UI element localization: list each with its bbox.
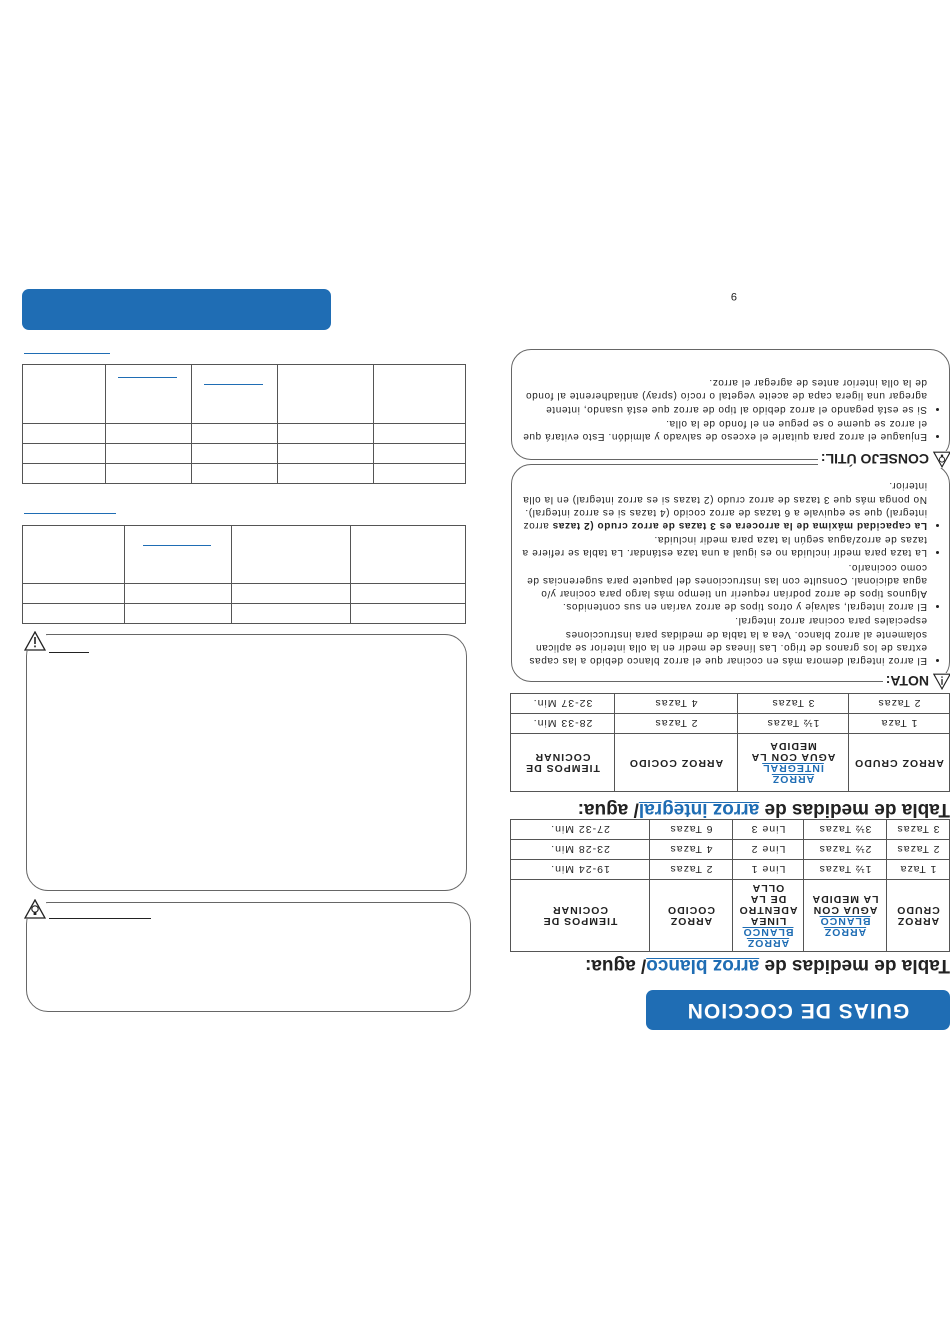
header-arroz-crudo: ARROZ CRUDO	[887, 880, 950, 952]
header-linea-adentro: ARROZ BLANCO LINEA ADENTRO DE LA OLLA	[733, 880, 804, 952]
table-header-row	[511, 734, 950, 792]
consejo-item: • Enjuague el arroz para quitarle el exceso de salvado y almidón. Esto evitará que el arroz se queme o se pegue en el fondo de la olla.	[522, 417, 927, 443]
brown-rice-table	[510, 693, 950, 792]
table-cell: Line 1	[733, 860, 804, 880]
table-cell: 1 Taza	[849, 714, 950, 734]
nota-item: • La taza para medir incluida no es igual a una taza estándar. La tabla se refiere a tazas de arroz/agua según la taza para medir incluida.	[522, 533, 927, 559]
page-title: GUIAS DE COCCION	[646, 990, 950, 1030]
consejo-title: CONSEJO ÚTIL:	[818, 451, 950, 468]
lightbulb-icon	[933, 451, 950, 468]
table-row	[511, 714, 950, 734]
table-header-row	[511, 880, 950, 952]
left-table-1	[22, 364, 466, 484]
table-cell: 2 Tazas	[849, 694, 950, 714]
header-tiempos: TIEMPOS DE COCINAR	[511, 880, 650, 952]
left-heading-underline-1	[24, 353, 110, 354]
table-row	[511, 840, 950, 860]
header-arroz-crudo: ARROZ CRUDO	[849, 734, 950, 792]
left-note-title-line	[49, 652, 89, 653]
consejo-box	[511, 349, 950, 460]
header-agua-con-medida: ARROZ BLANCO AGUA CON LA MEDIDA	[804, 880, 887, 952]
table-cell: 1 Taza	[887, 860, 950, 880]
table-cell: Line 2	[733, 840, 804, 860]
page-number: 9	[730, 290, 737, 302]
table-cell: 4 Tazas	[615, 694, 738, 714]
table-cell: 32-37 Min.	[511, 694, 615, 714]
header-arroz-cocido: ARROZ COCIDO	[650, 880, 733, 952]
table-row	[511, 860, 950, 880]
left-title-bar	[22, 289, 331, 330]
table-cell: 3 Tazas	[887, 820, 950, 840]
table-cell: 2½ Tazas	[804, 840, 887, 860]
table-cell: 3½ Tazas	[804, 820, 887, 840]
table-cell: 2 Tazas	[615, 714, 738, 734]
left-note-box	[26, 634, 467, 891]
table-cell: 19-24 Min.	[511, 860, 650, 880]
table-cell: 2 Tazas	[887, 840, 950, 860]
left-tip-title-line	[49, 918, 151, 919]
table-cell: 23-28 Min.	[511, 840, 650, 860]
right-page	[470, 270, 950, 1040]
consejo-item: • Si se está pegando el arroz debido al tipo de arroz que está usando, intente agregar una ligera capa de aceite vegetal o rocío (spray) antiadherente al fondo de la olla interior antes de agregar el arroz.	[522, 376, 927, 416]
white-rice-table-heading: Tabla de medidas de arroz blanco/ agua:	[585, 955, 950, 976]
nota-title: NOTA:	[883, 673, 950, 690]
brown-rice-table-heading: Tabla de medidas de arroz integral/ agua:	[577, 799, 950, 820]
white-rice-table	[510, 819, 950, 952]
header-arroz-cocido: ARROZ COCIDO	[615, 734, 738, 792]
table-cell: 28-33 Min.	[511, 714, 615, 734]
left-table-2	[22, 525, 466, 624]
table-row	[511, 694, 950, 714]
table-row	[511, 820, 950, 840]
table-cell: 3 Tazas	[738, 694, 849, 714]
table-cell: 6 Tazas	[650, 820, 733, 840]
left-heading-underline-2	[24, 513, 116, 514]
table-cell: 2 Tazas	[650, 860, 733, 880]
table-cell: 4 Tazas	[650, 840, 733, 860]
nota-item: • El arroz integral demora más en cocinar que el arroz blanco debido a las capas extras de los granos de trigo. Las líneas de medir en la olla interior se aplican solamente al arroz blanco. Vea a la tabla de medidas para instrucciones especiales para cocinar arroz integral.	[522, 614, 927, 667]
nota-box	[511, 464, 950, 682]
table-cell: Line 3	[733, 820, 804, 840]
lightbulb-icon	[24, 899, 46, 919]
warning-icon	[24, 631, 46, 651]
nota-item: • La capacidad máxima de la arrocera es 3 tazas de arroz crudo (2 tazas arroz integral) que se equivale a 6 tazas de arroz cocido (4 tazas si es arroz integral). No ponga más que 3 tazas de arroz crudo (2 tazas si es arroz integral) en la olla interior.	[522, 479, 927, 532]
warning-icon	[933, 673, 950, 690]
table-cell: 1½ Tazas	[804, 860, 887, 880]
table-cell: 1½ Tazas	[738, 714, 849, 734]
header-agua-con-medida: ARROZ INTEGRAL AGUA CON LA MEDIDA	[738, 734, 849, 792]
header-tiempos: TIEMPOS DE COCINAR	[511, 734, 615, 792]
table-cell: 27-32 Min.	[511, 820, 650, 840]
nota-item: • El arroz integral, salvaje y otros tipos de arroz varían en sus contenidos. Algunos tipos de arroz podrían requerir un tiempo más largo para cocinar y/o agua adicional. Consulte con las instrucciones del paquete para sugerencias de como cocinarlo.	[522, 560, 927, 613]
